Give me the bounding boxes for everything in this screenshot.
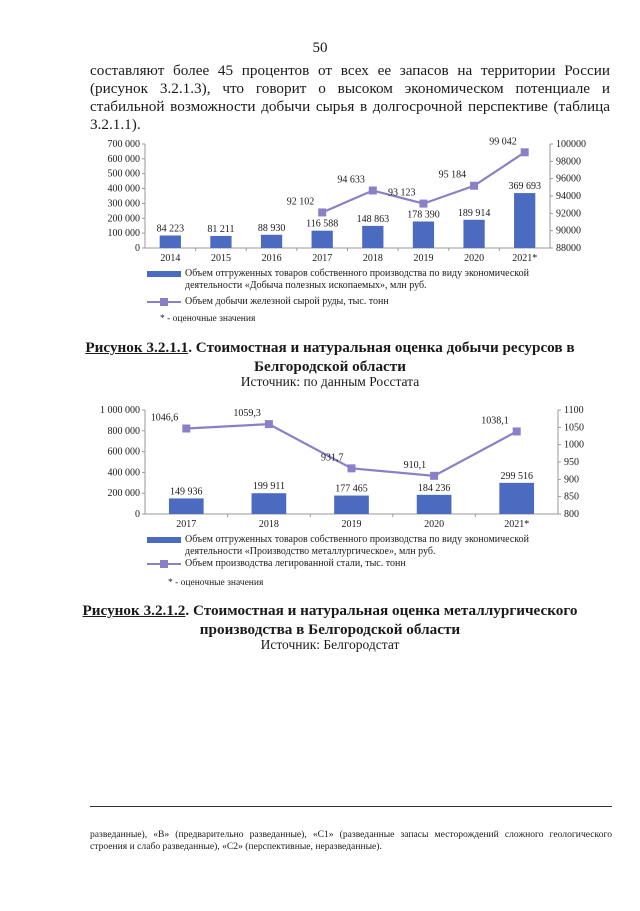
y-left-tick-label: 100 000 xyxy=(107,228,140,240)
y-right-tick-label: 98000 xyxy=(556,156,581,168)
bar-data-label: 88 930 xyxy=(257,222,286,234)
bar-data-label: 116 588 xyxy=(306,218,339,230)
page-number: 50 xyxy=(312,40,328,56)
x-tick-label: 2018 xyxy=(362,253,383,264)
y-left-tick-label: 0 xyxy=(135,509,140,520)
chart1-legend xyxy=(145,268,565,308)
bar-swatch xyxy=(147,537,181,543)
figure1-caption: Рисунок 3.2.1.1. Стоимостная и натуральная оценка добычи ресурсов в Белгородской области xyxy=(85,339,575,375)
line-data-label: 99 042 xyxy=(489,136,517,148)
body-paragraph: составляют более 45 процентов от всех ее запасов на территории России (рисунок 3.2.1.3), что говорит о высоком экономическом потенциале и стабильной возможности добычи сырья в долгосрочной перспективе (таблица 3.2.1.1). xyxy=(90,62,610,133)
line-data-label: 95 184 xyxy=(438,169,467,181)
chart2-legend xyxy=(145,534,565,570)
chart2-legend-bar: Объем отгруженных товаров собственного производства по виду экономической деятельности «Производство металлургическое», млн руб. xyxy=(145,534,565,558)
line-swatch xyxy=(147,563,181,565)
x-tick-label: 2019 xyxy=(413,253,434,264)
bar xyxy=(312,231,333,248)
y-right-tick-label: 96000 xyxy=(556,173,581,185)
x-tick-label: 2020 xyxy=(464,253,485,264)
x-tick-label: 2016 xyxy=(261,253,282,264)
bar-data-label: 178 390 xyxy=(407,209,440,221)
y-left-tick-label: 200 000 xyxy=(107,488,140,500)
y-left-tick-label: 600 000 xyxy=(107,446,140,458)
bar-data-label: 299 516 xyxy=(500,470,533,482)
bar-data-label: 177 465 xyxy=(335,483,368,495)
line-swatch xyxy=(147,301,181,303)
figure2-source: Источник: Белгородстат xyxy=(260,637,400,652)
bar xyxy=(252,493,287,514)
line-data-label: 931,7 xyxy=(321,452,344,464)
y-left-tick-label: 400 000 xyxy=(107,183,140,195)
y-right-tick-label: 100000 xyxy=(556,139,586,150)
y-left-tick-label: 800 000 xyxy=(107,425,140,437)
bar xyxy=(160,235,181,248)
line-point xyxy=(348,464,356,472)
y-left-tick-label: 700 000 xyxy=(107,139,140,150)
x-tick-label: 2015 xyxy=(210,253,231,264)
line-data-label: 94 633 xyxy=(337,174,365,186)
x-tick-label: 2019 xyxy=(341,519,362,530)
y-right-tick-label: 1100 xyxy=(564,405,584,416)
line-point xyxy=(470,182,478,190)
bar-data-label: 184 236 xyxy=(417,482,451,494)
bar xyxy=(261,235,282,248)
line-data-label: 93 123 xyxy=(387,187,416,199)
bar-data-label: 189 914 xyxy=(457,207,491,219)
line-data-label: 92 102 xyxy=(286,196,315,208)
x-tick-label: 2018 xyxy=(258,519,279,530)
bar xyxy=(417,495,452,514)
bar-data-label: 149 936 xyxy=(170,486,203,498)
chart1-legend-bar: Объем отгруженных товаров собственного производства по виду экономической деятельности «Добыча полезных ископаемых», млн руб. xyxy=(145,268,565,292)
y-right-tick-label: 900 xyxy=(564,474,579,486)
line-data-label: 910,1 xyxy=(403,459,427,471)
x-tick-label: 2014 xyxy=(160,253,181,264)
y-left-tick-label: 1 000 000 xyxy=(100,405,140,416)
x-tick-label: 2017 xyxy=(176,519,197,530)
bar-data-label: 199 911 xyxy=(252,481,285,493)
chart2-note: * - оценочные значения xyxy=(168,578,264,588)
y-right-tick-label: 92000 xyxy=(556,208,581,220)
line-point xyxy=(430,472,438,480)
y-left-tick-label: 500 000 xyxy=(107,168,140,180)
x-tick-label: 2021* xyxy=(512,253,538,264)
bar-data-label: 148 863 xyxy=(356,213,390,225)
bar-swatch xyxy=(147,271,181,277)
y-left-tick-label: 400 000 xyxy=(107,467,140,479)
footnote-divider xyxy=(90,806,612,807)
line-point xyxy=(419,200,427,208)
bar xyxy=(169,498,204,514)
y-right-tick-label: 850 xyxy=(564,491,579,503)
y-left-tick-label: 300 000 xyxy=(107,198,140,210)
bar xyxy=(499,483,534,514)
x-tick-label: 2017 xyxy=(312,253,333,264)
y-right-tick-label: 1050 xyxy=(564,422,584,434)
chart2-legend-line: Объем производства легированной стали, тыс. тонн xyxy=(145,558,565,570)
y-left-tick-label: 200 000 xyxy=(107,213,140,225)
y-right-tick-label: 800 xyxy=(564,509,579,520)
line-point xyxy=(318,208,326,216)
figure2-caption: Рисунок 3.2.1.2. Стоимостная и натуральная оценка металлургического производства в Белгородской области xyxy=(82,602,578,638)
bar-data-label: 81 211 xyxy=(207,223,235,235)
bar xyxy=(463,220,484,248)
y-right-tick-label: 950 xyxy=(564,457,579,468)
y-left-tick-label: 0 xyxy=(135,243,140,254)
y-right-tick-label: 90000 xyxy=(556,225,581,237)
line-data-label: 1046,6 xyxy=(150,412,179,424)
chart-ore-mining xyxy=(0,136,640,265)
bar xyxy=(210,236,231,248)
y-right-tick-label: 88000 xyxy=(556,243,581,254)
y-left-tick-label: 600 000 xyxy=(107,153,140,165)
figure1-source: Источник: по данным Росстата xyxy=(240,374,420,389)
footnote-text: разведанные), «В» (предварительно разведанные), «С1» (разведанные запасы месторождений сложного геологического строения и слабо разведанные), «С2» (перспективные, неразведанные). xyxy=(90,829,612,852)
line-point xyxy=(369,187,377,195)
line-data-label: 1059,3 xyxy=(233,408,261,420)
bar-data-label: 84 223 xyxy=(156,223,185,235)
bar xyxy=(514,193,535,248)
x-tick-label: 2021* xyxy=(504,519,530,530)
chart1-legend-line: Объем добычи железной сырой руды, тыс. тонн xyxy=(145,296,565,308)
bar-data-label: 369 693 xyxy=(508,181,541,193)
y-right-tick-label: 94000 xyxy=(556,191,581,202)
chart-metallurgy xyxy=(0,402,640,532)
line-data-label: 1038,1 xyxy=(481,415,509,427)
bar xyxy=(334,496,369,514)
line-point xyxy=(182,425,190,433)
y-right-tick-label: 1000 xyxy=(564,439,584,451)
line-point xyxy=(521,148,529,156)
bar xyxy=(413,221,434,248)
line-point xyxy=(513,427,521,435)
bar xyxy=(362,226,383,248)
chart1-note: * - оценочные значения xyxy=(160,314,256,324)
line-point xyxy=(265,420,273,428)
x-tick-label: 2020 xyxy=(424,519,445,530)
